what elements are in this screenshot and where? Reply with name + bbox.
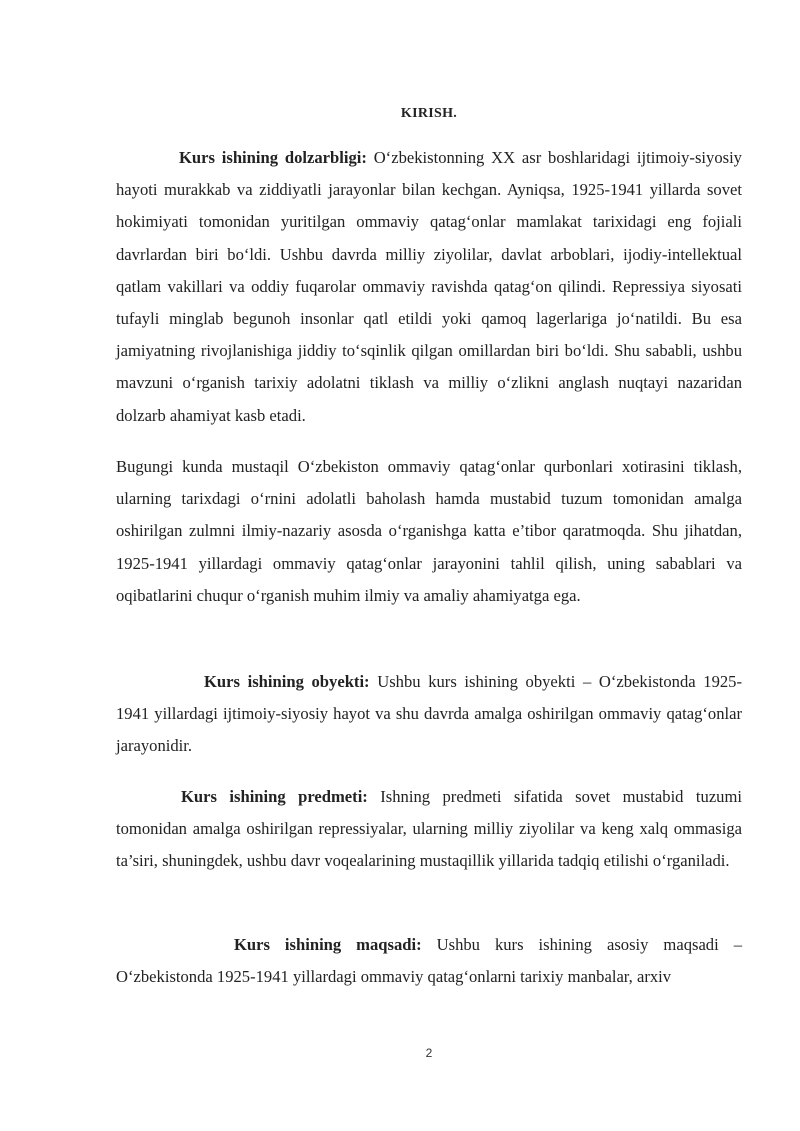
- page-number: 2: [425, 1046, 433, 1060]
- paragraph-subject: [116, 781, 742, 878]
- paragraph-current-state: [116, 451, 742, 612]
- paragraph-relevance: [116, 142, 742, 432]
- document-page: [116, 0, 742, 1131]
- paragraph-text: Ushbu kurs ishining obyekti – O‘zbekistonda 1925-1941 yillardagi ijtimoiy-siyosiy hayot va shu davrda amalga oshirilgan ommaviy qatag‘onlar jarayonidir.: [116, 672, 742, 756]
- paragraph-text: Ishning predmeti sifatida sovet mustabid tuzumi tomonidan amalga oshirilgan repressiyalar, ularning milliy ziyolilar va keng xalq ommasiga ta’siri, shuningdek, ushbu davr voqealarining mustaqillik yillarida tadqiq etilishi o‘rganiladi.: [116, 787, 742, 871]
- paragraph-label: Kurs ishining predmeti:: [181, 787, 368, 806]
- paragraph-object: [116, 666, 742, 763]
- paragraph-text: Bugungi kunda mustaqil O‘zbekiston ommaviy qatag‘onlar qurbonlari xotirasini tiklash, ularning tarixdagi o‘rnini adolatli baholash hamda mustabid tuzum tomonidan amalga oshirilgan zulmni ilmiy-nazariy asosda o‘rganishga katta e’tibor qaratmoqda. Shu jihatdan, 1925-1941 yillardagi ommaviy qatag‘onlar jarayonini tahlil qilish, uning sabablari va oqibatlarini chuqur o‘rganish muhim ilmiy va amaliy ahamiyatga ega.: [116, 457, 742, 605]
- paragraph-label: Kurs ishining dolzarbligi:: [179, 148, 367, 167]
- paragraph-text: Ushbu kurs ishining asosiy maqsadi – O‘zbekistonda 1925-1941 yillardagi ommaviy qatag‘onlarni tarixiy manbalar, arxiv: [116, 935, 742, 987]
- paragraph-label: Kurs ishining obyekti:: [204, 672, 370, 691]
- section-heading: KIRISH.: [400, 106, 458, 121]
- paragraph-goal: [116, 929, 742, 993]
- paragraph-text: O‘zbekistonning XX asr boshlaridagi ijtimoiy-siyosiy hayoti murakkab va ziddiyatli jarayonlar bilan kechgan. Ayniqsa, 1925-1941 yillarda sovet hokimiyati tomonidan yuritilgan ommaviy qatag‘onlar mamlakat tarixidagi eng fojiali davrlardan biri bo‘ldi. Ushbu davrda milliy ziyolilar, davlat arboblari, ijodiy-intellektual qatlam vakillari va oddiy fuqarolar ommaviy ravishda qatag‘on qilindi. Repressiya siyosati tufayli minglab begunoh insonlar qatl etildi yoki qamoq lagerlariga jo‘natildi. Bu esa jamiyatning rivojlanishiga jiddiy to‘sqinlik qilgan omillardan biri bo‘ldi. Shu sababli, ushbu mavzuni o‘rganish tarixiy adolatni tiklash va milliy o‘zlikni anglash nuqtayi nazaridan dolzarb ahamiyat kasb etadi.: [116, 148, 742, 425]
- paragraph-label: Kurs ishining maqsadi:: [234, 935, 422, 954]
